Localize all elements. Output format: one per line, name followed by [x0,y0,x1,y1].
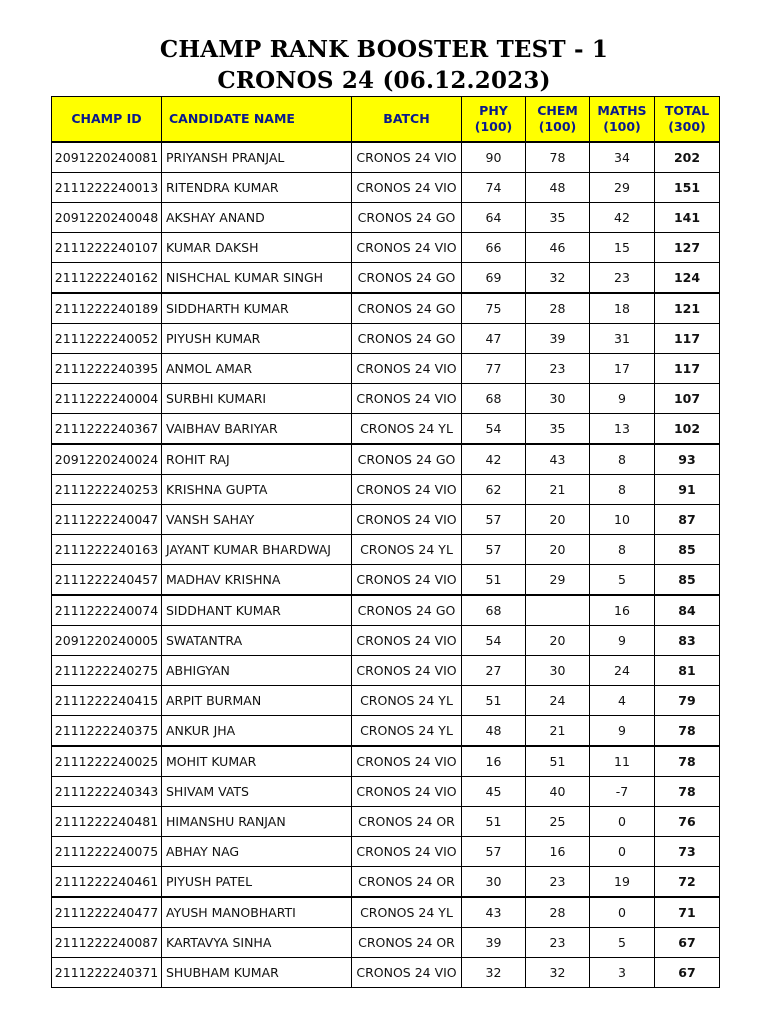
table-row [52,293,720,324]
cell-batch: CRONOS 24 GO [352,263,462,294]
cell-total: 117 [655,324,720,354]
cell-candidate-name: MOHIT KUMAR [162,746,352,777]
table-row [52,233,720,263]
cell-batch: CRONOS 24 VIO [352,777,462,807]
cell-batch: CRONOS 24 YL [352,686,462,716]
table-row [52,928,720,958]
cell-phy: 75 [462,293,526,324]
cell-maths: 3 [590,958,655,988]
cell-chem: 46 [526,233,590,263]
cell-champ-id: 2111222240074 [52,595,162,626]
cell-phy: 42 [462,444,526,475]
header-batch: BATCH [352,97,462,143]
cell-phy: 16 [462,746,526,777]
cell-chem: 78 [526,142,590,173]
cell-phy: 57 [462,837,526,867]
cell-batch: CRONOS 24 VIO [352,837,462,867]
table-row [52,173,720,203]
cell-champ-id: 2091220240005 [52,626,162,656]
cell-batch: CRONOS 24 VIO [352,505,462,535]
cell-candidate-name: SURBHI KUMARI [162,384,352,414]
cell-phy: 32 [462,958,526,988]
cell-maths: 5 [590,565,655,596]
cell-phy: 77 [462,354,526,384]
cell-candidate-name: NISHCHAL KUMAR SINGH [162,263,352,294]
cell-candidate-name: ABHAY NAG [162,837,352,867]
table-row [52,746,720,777]
table-row [52,595,720,626]
cell-chem: 48 [526,173,590,203]
cell-phy: 68 [462,595,526,626]
cell-champ-id: 2111222240052 [52,324,162,354]
cell-chem: 20 [526,505,590,535]
cell-total: 78 [655,777,720,807]
cell-total: 102 [655,414,720,445]
cell-candidate-name: PRIYANSH PRANJAL [162,142,352,173]
cell-candidate-name: SHUBHAM KUMAR [162,958,352,988]
cell-phy: 27 [462,656,526,686]
cell-total: 71 [655,897,720,928]
cell-candidate-name: VAIBHAV BARIYAR [162,414,352,445]
cell-candidate-name: RITENDRA KUMAR [162,173,352,203]
cell-phy: 45 [462,777,526,807]
cell-maths: 9 [590,626,655,656]
cell-phy: 68 [462,384,526,414]
cell-candidate-name: ANMOL AMAR [162,354,352,384]
cell-champ-id: 2111222240162 [52,263,162,294]
cell-chem: 25 [526,807,590,837]
cell-maths: 24 [590,656,655,686]
cell-champ-id: 2111222240075 [52,837,162,867]
cell-batch: CRONOS 24 YL [352,535,462,565]
page-title: CHAMP RANK BOOSTER TEST - 1 [159,36,609,63]
cell-champ-id: 2091220240081 [52,142,162,173]
cell-phy: 30 [462,867,526,898]
cell-phy: 57 [462,535,526,565]
cell-maths: 29 [590,173,655,203]
table-row [52,444,720,475]
cell-champ-id: 2111222240395 [52,354,162,384]
table-row [52,958,720,988]
header-total-max: (300) [668,119,706,134]
cell-batch: CRONOS 24 GO [352,203,462,233]
cell-total: 81 [655,656,720,686]
cell-batch: CRONOS 24 YL [352,716,462,747]
table-row [52,263,720,294]
cell-phy: 64 [462,203,526,233]
cell-maths: 23 [590,263,655,294]
cell-champ-id: 2111222240275 [52,656,162,686]
table-row [52,414,720,445]
cell-champ-id: 2111222240461 [52,867,162,898]
table-row [52,354,720,384]
cell-candidate-name: JAYANT KUMAR BHARDWAJ [162,535,352,565]
cell-total: 124 [655,263,720,294]
table-row [52,475,720,505]
table-row [52,384,720,414]
header-chem-label: CHEM [537,103,578,118]
cell-chem: 30 [526,656,590,686]
cell-chem: 51 [526,746,590,777]
cell-total: 87 [655,505,720,535]
cell-candidate-name: SHIVAM VATS [162,777,352,807]
cell-champ-id: 2091220240024 [52,444,162,475]
cell-maths: 0 [590,837,655,867]
table-header-row [52,97,720,143]
cell-maths: 0 [590,807,655,837]
cell-chem: 24 [526,686,590,716]
cell-chem: 20 [526,535,590,565]
header-chem-max: (100) [538,119,577,134]
cell-champ-id: 2111222240367 [52,414,162,445]
header-maths [590,97,655,143]
cell-total: 78 [655,716,720,747]
cell-maths: 9 [590,716,655,747]
cell-chem: 35 [526,203,590,233]
cell-batch: CRONOS 24 VIO [352,354,462,384]
results-table [51,96,720,988]
cell-maths: 0 [590,897,655,928]
cell-chem: 23 [526,354,590,384]
cell-batch: CRONOS 24 VIO [352,142,462,173]
table-row [52,837,720,867]
cell-total: 67 [655,928,720,958]
cell-chem: 20 [526,626,590,656]
table-row [52,535,720,565]
cell-batch: CRONOS 24 GO [352,324,462,354]
cell-phy: 47 [462,324,526,354]
cell-champ-id: 2111222240371 [52,958,162,988]
cell-candidate-name: ROHIT RAJ [162,444,352,475]
cell-candidate-name: VANSH SAHAY [162,505,352,535]
cell-chem: 40 [526,777,590,807]
cell-total: 107 [655,384,720,414]
cell-candidate-name: KUMAR DAKSH [162,233,352,263]
cell-phy: 39 [462,928,526,958]
cell-total: 83 [655,626,720,656]
cell-candidate-name: KARTAVYA SINHA [162,928,352,958]
cell-phy: 43 [462,897,526,928]
header-phy [462,97,526,143]
cell-phy: 48 [462,716,526,747]
cell-champ-id: 2111222240415 [52,686,162,716]
cell-maths: 31 [590,324,655,354]
cell-batch: CRONOS 24 YL [352,897,462,928]
cell-candidate-name: KRISHNA GUPTA [162,475,352,505]
cell-champ-id: 2111222240047 [52,505,162,535]
cell-champ-id: 2111222240107 [52,233,162,263]
cell-champ-id: 2111222240163 [52,535,162,565]
cell-phy: 69 [462,263,526,294]
cell-champ-id: 2111222240253 [52,475,162,505]
cell-batch: CRONOS 24 VIO [352,384,462,414]
page-subtitle: CRONOS 24 (06.12.2023) [217,67,551,94]
cell-champ-id: 2111222240025 [52,746,162,777]
cell-batch: CRONOS 24 VIO [352,233,462,263]
cell-total: 93 [655,444,720,475]
cell-chem [526,595,590,626]
table-row [52,867,720,898]
cell-total: 79 [655,686,720,716]
cell-maths: 10 [590,505,655,535]
table-row [52,897,720,928]
table-row [52,686,720,716]
cell-maths: 5 [590,928,655,958]
table-body [52,142,720,988]
cell-maths: 11 [590,746,655,777]
cell-batch: CRONOS 24 VIO [352,475,462,505]
cell-maths: 34 [590,142,655,173]
cell-chem: 29 [526,565,590,596]
cell-champ-id: 2111222240189 [52,293,162,324]
cell-total: 85 [655,565,720,596]
cell-chem: 23 [526,867,590,898]
cell-batch: CRONOS 24 OR [352,807,462,837]
cell-champ-id: 2111222240004 [52,384,162,414]
cell-phy: 57 [462,505,526,535]
cell-total: 85 [655,535,720,565]
cell-phy: 51 [462,686,526,716]
cell-champ-id: 2111222240477 [52,897,162,928]
cell-batch: CRONOS 24 OR [352,867,462,898]
cell-total: 76 [655,807,720,837]
cell-maths: 15 [590,233,655,263]
cell-total: 121 [655,293,720,324]
cell-candidate-name: ANKUR JHA [162,716,352,747]
cell-batch: CRONOS 24 GO [352,293,462,324]
cell-total: 127 [655,233,720,263]
cell-candidate-name: PIYUSH KUMAR [162,324,352,354]
cell-total: 151 [655,173,720,203]
cell-total: 67 [655,958,720,988]
cell-candidate-name: SIDDHANT KUMAR [162,595,352,626]
cell-total: 202 [655,142,720,173]
table-row [52,324,720,354]
cell-batch: CRONOS 24 VIO [352,746,462,777]
cell-maths: 42 [590,203,655,233]
cell-candidate-name: AKSHAY ANAND [162,203,352,233]
cell-candidate-name: PIYUSH PATEL [162,867,352,898]
cell-chem: 21 [526,475,590,505]
cell-total: 73 [655,837,720,867]
cell-phy: 54 [462,626,526,656]
table-row [52,505,720,535]
cell-batch: CRONOS 24 VIO [352,656,462,686]
cell-champ-id: 2091220240048 [52,203,162,233]
cell-batch: CRONOS 24 OR [352,928,462,958]
cell-champ-id: 2111222240375 [52,716,162,747]
cell-chem: 35 [526,414,590,445]
header-chem [526,97,590,143]
cell-maths: -7 [590,777,655,807]
cell-candidate-name: ABHIGYAN [162,656,352,686]
cell-maths: 8 [590,475,655,505]
header-phy-label: PHY [479,103,508,118]
table-row [52,777,720,807]
cell-maths: 8 [590,535,655,565]
title-block [0,34,768,96]
header-maths-label: MATHS [597,103,647,118]
cell-maths: 16 [590,595,655,626]
header-phy-max: (100) [474,119,513,134]
cell-maths: 17 [590,354,655,384]
cell-phy: 66 [462,233,526,263]
cell-batch: CRONOS 24 GO [352,444,462,475]
table-row [52,807,720,837]
cell-chem: 32 [526,958,590,988]
cell-chem: 21 [526,716,590,747]
table-row [52,203,720,233]
cell-total: 91 [655,475,720,505]
cell-maths: 4 [590,686,655,716]
cell-candidate-name: AYUSH MANOBHARTI [162,897,352,928]
header-total [655,97,720,143]
cell-maths: 18 [590,293,655,324]
cell-phy: 51 [462,807,526,837]
cell-champ-id: 2111222240457 [52,565,162,596]
cell-batch: CRONOS 24 VIO [352,958,462,988]
cell-batch: CRONOS 24 VIO [352,173,462,203]
cell-champ-id: 2111222240087 [52,928,162,958]
header-maths-max: (100) [603,119,641,134]
cell-total: 117 [655,354,720,384]
cell-chem: 28 [526,897,590,928]
cell-candidate-name: ARPIT BURMAN [162,686,352,716]
cell-candidate-name: HIMANSHU RANJAN [162,807,352,837]
cell-total: 72 [655,867,720,898]
cell-maths: 8 [590,444,655,475]
cell-batch: CRONOS 24 GO [352,595,462,626]
cell-chem: 43 [526,444,590,475]
cell-candidate-name: SWATANTRA [162,626,352,656]
header-total-label: TOTAL [664,103,710,118]
cell-candidate-name: SIDDHARTH KUMAR [162,293,352,324]
header-candidate-name: CANDIDATE NAME [162,97,352,143]
cell-maths: 13 [590,414,655,445]
cell-champ-id: 2111222240343 [52,777,162,807]
cell-phy: 54 [462,414,526,445]
cell-total: 141 [655,203,720,233]
cell-maths: 19 [590,867,655,898]
cell-champ-id: 2111222240013 [52,173,162,203]
cell-batch: CRONOS 24 YL [352,414,462,445]
cell-champ-id: 2111222240481 [52,807,162,837]
cell-phy: 62 [462,475,526,505]
cell-chem: 32 [526,263,590,294]
table-row [52,142,720,173]
header-champ-id: CHAMP ID [52,97,162,143]
cell-chem: 23 [526,928,590,958]
cell-batch: CRONOS 24 VIO [352,565,462,596]
cell-maths: 9 [590,384,655,414]
cell-candidate-name: MADHAV KRISHNA [162,565,352,596]
cell-total: 84 [655,595,720,626]
table-row [52,626,720,656]
cell-phy: 74 [462,173,526,203]
cell-phy: 90 [462,142,526,173]
table-row [52,716,720,747]
cell-chem: 28 [526,293,590,324]
cell-chem: 39 [526,324,590,354]
cell-chem: 16 [526,837,590,867]
table-row [52,656,720,686]
cell-chem: 30 [526,384,590,414]
cell-phy: 51 [462,565,526,596]
table-row [52,565,720,596]
cell-batch: CRONOS 24 VIO [352,626,462,656]
cell-total: 78 [655,746,720,777]
